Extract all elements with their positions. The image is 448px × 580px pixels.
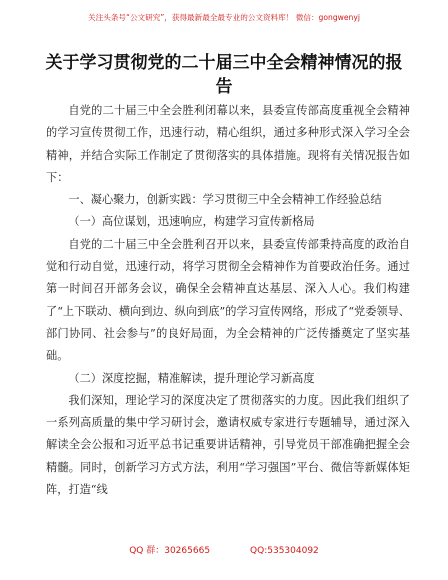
- subheading-1: （一）高位谋划，迅速响应，构建学习宣传新格局: [68, 215, 315, 229]
- footer-contact: [0, 543, 448, 556]
- paragraph-2: 我们深知，理论学习的深度决定了贯彻落实的力度。因此我们组织了一系列高质量的集中学习研讨会，邀请权威专家进行专题辅导，通过深入解读全会公报和习近平总书记重要讲话精神，引导党员干部准确把握全会精髓。同时，创新学习方式方法，利用“学习强国”平台、微信等新媒体矩阵，打造“线: [46, 393, 410, 497]
- header-banner: 关注头条号“公文研究”，获得最新最全最专业的公文资料库！ 微信：gongwenyj: [88, 13, 360, 22]
- footer-qq-group: QQ 群：30265665: [129, 546, 211, 556]
- document-body: [46, 100, 410, 501]
- section-heading-1: 一、凝心聚力，创新实践：学习贯彻三中全会精神工作经验总结: [68, 193, 382, 207]
- document-title: 关于学习贯彻党的二十届三中全会精神情况的报告: [45, 53, 403, 97]
- subheading-2: （二）深度挖掘，精准解读，提升理论学习新高度: [68, 371, 315, 385]
- footer-qq: QQ:535304092: [250, 546, 319, 556]
- paragraph-intro: 自党的二十届三中全会胜利闭幕以来，县委宣传部高度重视全会精神的学习宣传贯彻工作，迅速行动，精心组织，通过多种形式深入学习全会精神，并结合实际工作制定了贯彻落实的具体措施。现将有关情况报告如下：: [46, 104, 410, 184]
- paragraph-1: 自党的二十届三中全会胜利召开以来，县委宣传部秉持高度的政治自觉和行动自觉，迅速行动，将学习贯彻全会精神作为首要政治任务。通过第一时间召开部务会议，确保全会精神直达基层、深入人心。我们构建了“上下联动、横向到边、纵向到底”的学习宣传网络，形成了“党委领导、部门协同、社会参与”的良好局面，为全会精神的广泛传播奠定了坚实基础。: [46, 237, 410, 363]
